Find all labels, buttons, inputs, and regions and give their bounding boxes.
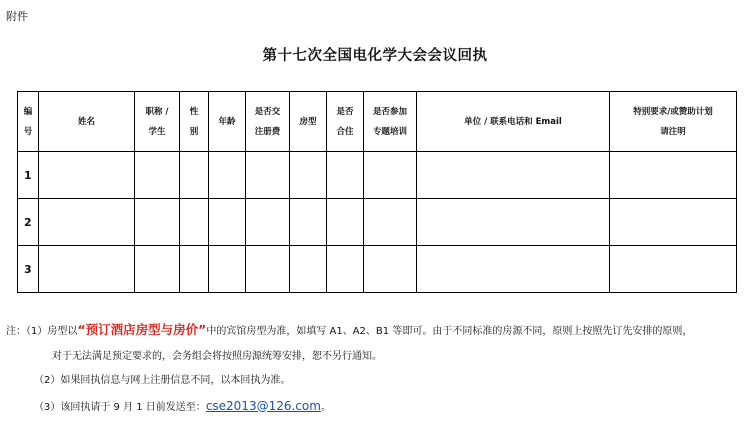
form-cell[interactable] <box>135 246 180 293</box>
header-training: 是否参加 专题培训 <box>364 92 417 152</box>
form-cell[interactable] <box>39 246 135 293</box>
form-cell[interactable] <box>135 199 180 246</box>
note-3: （3）该回执请于 9 月 1 日前发送至：cse2013@126.com。 <box>34 398 331 413</box>
page-title: 第十七次全国电化学大会会议回执 <box>262 48 488 64</box>
row-number: 1 <box>18 152 39 199</box>
form-cell[interactable] <box>327 246 364 293</box>
table-row <box>18 152 737 199</box>
form-cell[interactable] <box>246 199 290 246</box>
registration-reply-form <box>17 91 737 293</box>
note-2: （2）如果回执信息与网上注册信息不同，以本回执为准。 <box>34 375 291 386</box>
header-affiliation-contact: 单位 / 联系电话和 Email <box>417 92 610 152</box>
attachment-label: 附件 <box>6 10 28 23</box>
form-cell[interactable] <box>290 199 327 246</box>
row-number: 2 <box>18 199 39 246</box>
header-number: 编 号 <box>18 92 39 152</box>
form-cell[interactable] <box>290 152 327 199</box>
form-cell[interactable] <box>417 246 610 293</box>
header-shared-room: 是否 合住 <box>327 92 364 152</box>
form-cell[interactable] <box>135 152 180 199</box>
header-room-type: 房型 <box>290 92 327 152</box>
form-cell[interactable] <box>327 199 364 246</box>
form-cell[interactable] <box>364 199 417 246</box>
form-cell[interactable] <box>417 152 610 199</box>
form-cell[interactable] <box>209 246 246 293</box>
header-name: 姓名 <box>39 92 135 152</box>
form-cell[interactable] <box>246 246 290 293</box>
form-cell[interactable] <box>364 152 417 199</box>
form-cell[interactable] <box>327 152 364 199</box>
form-cell[interactable] <box>209 152 246 199</box>
email-link[interactable]: cse2013@126.com <box>205 398 321 413</box>
note-1-highlight: “预订酒店房型与房价” <box>77 322 207 337</box>
header-row <box>18 92 737 152</box>
header-fee-paid: 是否交 注册费 <box>246 92 290 152</box>
form-cell[interactable] <box>180 152 209 199</box>
header-special-request: 特别要求/或赞助计划 请注明 <box>610 92 737 152</box>
form-cell[interactable] <box>180 246 209 293</box>
row-number: 3 <box>18 246 39 293</box>
form-cell[interactable] <box>417 199 610 246</box>
note-1: 注：（1）房型以“预订酒店房型与房价”中的宾馆房型为准，如填写 A1、A2、B1 等即可。由于不同标准的房源不同，原则上按照先订先安排的原则， <box>6 322 693 337</box>
form-cell[interactable] <box>209 199 246 246</box>
form-cell[interactable] <box>610 246 737 293</box>
table-row <box>18 199 737 246</box>
form-cell[interactable] <box>290 246 327 293</box>
form-cell[interactable] <box>39 199 135 246</box>
note-1-continued: 对于无法满足预定要求的，会务组会将按照房源统筹安排，恕不另行通知。 <box>52 350 382 362</box>
header-title-student: 职称 / 学生 <box>135 92 180 152</box>
form-cell[interactable] <box>180 199 209 246</box>
form-cell[interactable] <box>364 246 417 293</box>
form-cell[interactable] <box>246 152 290 199</box>
form-cell[interactable] <box>39 152 135 199</box>
notes <box>6 318 692 420</box>
header-gender: 性 别 <box>180 92 209 152</box>
form-cell[interactable] <box>610 152 737 199</box>
form-cell[interactable] <box>610 199 737 246</box>
header-age: 年龄 <box>209 92 246 152</box>
table-row <box>18 246 737 293</box>
